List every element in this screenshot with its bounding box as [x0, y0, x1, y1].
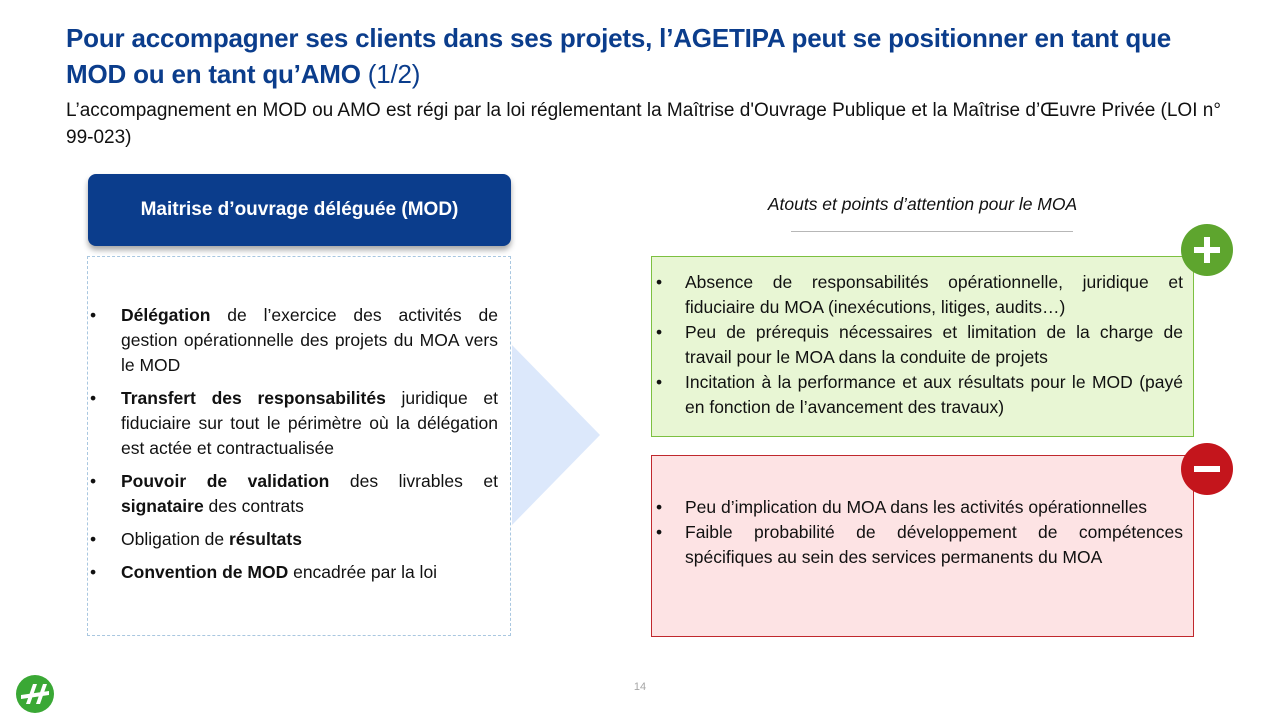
list-item: • Peu de prérequis nécessaires et limitation de la charge de travail pour le MOA dans la conduite de projets	[656, 322, 1183, 367]
page-subtitle: L’accompagnement en MOD ou AMO est régi par la loi réglementant la Maîtrise d'Ouvrage Publique et la Maîtrise d’Œuvre Privée (LOI n° 99-023)	[66, 100, 1221, 148]
plus-glyph	[1192, 235, 1222, 265]
cons-list	[652, 495, 1193, 570]
bullet-icon: •	[90, 471, 97, 491]
mod-list	[88, 303, 510, 593]
bullet-icon: •	[656, 272, 663, 292]
logo-graphic	[15, 674, 55, 714]
bullet-icon: •	[656, 497, 663, 517]
list-item: • Absence de responsabilités opérationnelle, juridique et fiduciaire du MOA (inexécutions, litiges, audits…)	[656, 272, 1183, 317]
bullet-icon: •	[656, 322, 663, 342]
list-item: • Convention de MOD encadrée par la loi	[88, 560, 510, 585]
title-suffix: (1/2)	[367, 59, 421, 89]
pros-list	[652, 270, 1193, 420]
attention-heading: Atouts et points d’attention pour le MOA	[767, 194, 1078, 214]
list-item: • Obligation de résultats	[88, 527, 510, 552]
heading-underline	[791, 231, 1073, 232]
mod-description-box	[87, 256, 511, 636]
pros-box	[651, 256, 1194, 437]
list-item: • Délégation de l’exercice des activités de gestion opérationnelle des projets du MOA vers le MOD	[90, 305, 498, 375]
bullet-icon: •	[656, 372, 663, 392]
bullet-icon: •	[656, 522, 663, 542]
list-item: • Peu d’implication du MOA dans les activités opérationnelles	[652, 495, 1193, 520]
bullet-icon: •	[90, 305, 97, 325]
minus-icon	[1181, 443, 1233, 495]
agetipa-logo-icon	[15, 674, 55, 714]
bullet-icon: •	[90, 529, 97, 549]
plus-icon	[1181, 224, 1233, 276]
mod-heading: Maitrise d’ouvrage déléguée (MOD)	[88, 174, 511, 246]
bullet-icon: •	[90, 562, 97, 582]
title-text: Pour accompagner ses clients dans ses projets, l’AGETIPA peut se positionner en tant que MOD ou en tant qu’AMO	[66, 23, 1172, 89]
list-item: • Pouvoir de validation des livrables et signataire des contrats	[90, 471, 498, 516]
cons-box	[651, 455, 1194, 637]
list-item: • Incitation à la performance et aux résultats pour le MOD (payé en fonction de l’avancement des travaux)	[656, 372, 1183, 417]
page-number: 14	[633, 681, 647, 693]
list-item: • Transfert des responsabilités juridique et fiduciaire sur tout le périmètre où la délégation est actée et contractualisée	[90, 388, 498, 458]
page-title	[66, 20, 1226, 92]
list-item: • Faible probabilité de développement de compétences spécifiques au sein des services permanents du MOA	[656, 522, 1183, 567]
minus-glyph	[1192, 454, 1222, 484]
bullet-icon: •	[90, 388, 97, 408]
chevron-right-shape	[512, 345, 600, 525]
